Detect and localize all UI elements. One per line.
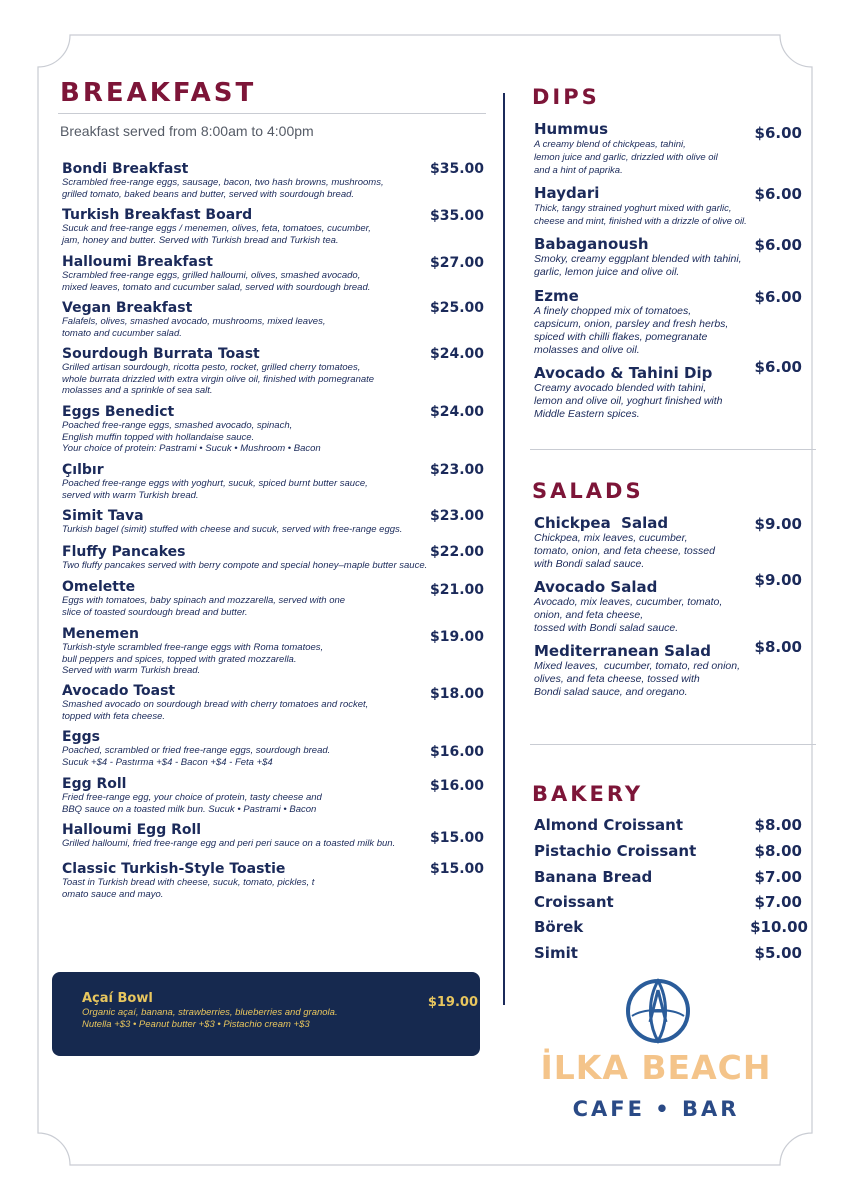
item-price: $21.00: [429, 582, 484, 598]
bakery-item-price: $10.00: [750, 918, 808, 936]
logo-tagline: CAFE • BAR: [572, 1097, 740, 1121]
item-name: Menemen: [62, 626, 139, 642]
menu-item-egg-roll: [62, 776, 322, 815]
dips-divider: [530, 449, 816, 450]
item-price: $6.00: [754, 236, 802, 254]
menu-item-sourdough-burrata-toast: [62, 346, 374, 397]
menu-item-avocado-toast: [62, 683, 368, 722]
bakery-item-price: $8.00: [754, 842, 802, 860]
item-price: $16.00: [429, 778, 484, 794]
item-name: Omelette: [62, 579, 136, 595]
menu-item-eggs-benedict: [62, 404, 321, 455]
item-description: Sucuk and free-range eggs / menemen, olives, feta, tomatoes, cucumber, jam, honey and butter. Served with Turkish bread and Turkish tea.: [62, 223, 371, 246]
item-price: $6.00: [754, 288, 802, 306]
acai-bowl-name: Açaí Bowl: [82, 991, 153, 1006]
item-description: Smoky, creamy eggplant blended with tahini, garlic, lemon juice and olive oil.: [534, 253, 742, 278]
menu-item-fluffy-pancakes: [62, 544, 427, 572]
item-name: Eggs Benedict: [62, 404, 175, 420]
item-price: $15.00: [429, 861, 484, 877]
item-description: Poached free-range eggs, smashed avocado, spinach, English muffin topped with hollandaise sauce. Your choice of protein: Pastrami • Sucuk • Mushroom • Bacon: [62, 420, 321, 454]
menu-item-haydari: [534, 185, 747, 228]
acai-bowl-price: $19.00: [427, 995, 478, 1010]
item-price: $25.00: [429, 300, 484, 316]
breakfast-subtitle: Breakfast served from 8:00am to 4:00pm: [60, 123, 314, 139]
item-price: $24.00: [429, 346, 484, 362]
item-description: Poached, scrambled or fried free-range eggs, sourdough bread. Sucuk +$4 - Pastırma +$4 - Bacon +$4 - Feta +$4: [62, 745, 331, 768]
item-name: Chickpea Salad: [534, 514, 669, 532]
menu-item-chickpea-salad: [534, 515, 715, 571]
menu-item-hummus: [534, 121, 718, 177]
bakery-item-price: $5.00: [754, 944, 802, 962]
item-price: $18.00: [429, 686, 484, 702]
item-price: $19.00: [429, 629, 484, 645]
bakery-item-price: $7.00: [754, 893, 802, 911]
item-name: Avocado Salad: [534, 578, 658, 596]
bakery-item-name: Banana Bread: [534, 868, 653, 886]
breakfast-title: BREAKFAST: [60, 78, 257, 108]
item-description: Grilled halloumi, fried free-range egg and peri peri sauce on a toasted milk bun.: [62, 838, 396, 849]
item-price: $22.00: [429, 544, 484, 560]
menu-item-omelette: [62, 579, 345, 618]
item-description: Thick, tangy strained yoghurt mixed with garlic, cheese and mint, finished with a drizzle of olive oil.: [534, 203, 747, 227]
item-price: $8.00: [754, 638, 802, 656]
logo-wordmark: İLKA BEACH: [540, 1048, 772, 1087]
item-description: Scrambled free-range eggs, sausage, bacon, two hash browns, mushrooms, grilled tomato, baked beans and butter, served with sourdough bread.: [62, 177, 384, 200]
item-description: A finely chopped mix of tomatoes, capsicum, onion, parsley and fresh herbs, spiced with chilli flakes, pomegranate molasses and olive oil.: [534, 305, 729, 356]
item-name: Eggs: [62, 729, 100, 745]
bakery-item-name: Pistachio Croissant: [534, 842, 697, 860]
item-name: Mediterranean Salad: [534, 642, 712, 660]
bakery-item-name: Almond Croissant: [534, 816, 684, 834]
item-price: $6.00: [754, 358, 802, 376]
menu-item-mediterranean-salad: [534, 643, 740, 699]
menu-item-ezme: [534, 288, 728, 357]
item-price: $23.00: [429, 462, 484, 478]
item-name: Egg Roll: [62, 776, 127, 792]
menu-item-vegan-breakfast: [62, 300, 325, 339]
item-description: Grilled artisan sourdough, ricotta pesto, rocket, grilled cherry tomatoes, whole burrata drizzled with extra virgin olive oil, finished with pomegranate molasses and a sprinkle of sea salt.: [62, 362, 375, 396]
item-name: Bondi Breakfast: [62, 161, 189, 177]
item-description: Two fluffy pancakes served with berry compote and special honey–maple butter sauce.: [62, 560, 428, 571]
acai-bowl-description: Organic açaí, banana, strawberries, blueberries and granola. Nutella +$3 • Peanut butter +$3 • Pistachio cream +$3: [82, 1007, 338, 1030]
item-description: Fried free-range egg, your choice of protein, tasty cheese and BBQ sauce on a toasted milk bun. Sucuk • Pastrami • Bacon: [62, 792, 322, 815]
bakery-item-name: Börek: [534, 918, 584, 936]
item-name: Avocado & Tahini Dip: [534, 364, 713, 382]
item-price: $9.00: [754, 571, 802, 589]
item-name: Vegan Breakfast: [62, 300, 193, 316]
item-price: $6.00: [754, 185, 802, 203]
item-description: Scrambled free-range eggs, grilled halloumi, olives, smashed avocado, mixed leaves, tomato and cucumber salad, served with sourdough bread.: [62, 270, 371, 293]
salads-divider: [530, 744, 816, 745]
item-description: Avocado, mix leaves, cucumber, tomato, onion, and feta cheese, tossed with Bondi salad sauce.: [534, 596, 723, 634]
bakery-item-price: $8.00: [754, 816, 802, 834]
item-description: Eggs with tomatoes, baby spinach and mozzarella, served with one slice of toasted sourdough bread and butter.: [62, 595, 346, 618]
item-name: Avocado Toast: [62, 683, 176, 699]
menu-item-cilbir: [62, 462, 368, 501]
bakery-item-name: Simit: [534, 944, 578, 962]
item-price: $6.00: [754, 124, 802, 142]
surfboard-logo-icon: [626, 978, 690, 1044]
bakery-item-price: $7.00: [754, 868, 802, 886]
item-name: Hummus: [534, 120, 609, 138]
item-name: Turkish Breakfast Board: [62, 207, 253, 223]
menu-item-turkish-breakfast-board: [62, 207, 371, 246]
menu-item-simit-tava: [62, 508, 402, 536]
item-price: $35.00: [429, 208, 484, 224]
item-description: Chickpea, mix leaves, cucumber, tomato, onion, and feta cheese, tossed with Bondi salad sauce.: [534, 532, 715, 570]
item-price: $35.00: [429, 161, 484, 177]
item-name: Fluffy Pancakes: [62, 544, 186, 560]
menu-item-classic-turkish-style-toastie: [62, 861, 314, 900]
breakfast-divider: [58, 113, 486, 114]
item-description: Toast in Turkish bread with cheese, sucuk, tomato, pickles, t omato sauce and mayo.: [62, 877, 315, 900]
menu-item-menemen: [62, 626, 323, 677]
item-name: Simit Tava: [62, 508, 144, 524]
menu-item-eggs: [62, 729, 330, 768]
salads-title: SALADS: [532, 479, 644, 503]
bakery-title: BAKERY: [532, 782, 644, 806]
item-description: Poached free-range eggs with yoghurt, sucuk, spiced burnt butter sauce, served with warm Turkish bread.: [62, 478, 368, 501]
item-name: Classic Turkish-Style Toastie: [62, 861, 286, 877]
item-name: Halloumi Egg Roll: [62, 822, 202, 838]
item-price: $23.00: [429, 508, 484, 524]
item-description: Turkish-style scrambled free-range eggs with Roma tomatoes, bull peppers and spices, topped with grated mozzarella. Served with warm Turkish bread.: [62, 642, 324, 676]
bakery-item-name: Croissant: [534, 893, 614, 911]
item-name: Babaganoush: [534, 235, 649, 253]
item-description: Falafels, olives, smashed avocado, mushrooms, mixed leaves, tomato and cucumber salad.: [62, 316, 326, 339]
menu-item-bondi-breakfast: [62, 161, 384, 200]
dips-title: DIPS: [532, 85, 600, 109]
menu-item-avocado-tahini-dip: [534, 365, 723, 421]
menu-item-halloumi-egg-roll: [62, 822, 395, 850]
column-separator: [503, 93, 505, 1005]
item-name: Ezme: [534, 287, 579, 305]
item-description: Turkish bagel (simit) stuffed with cheese and sucuk, served with free-range eggs.: [62, 524, 403, 535]
item-name: Çılbır: [62, 462, 104, 478]
item-description: Mixed leaves, cucumber, tomato, red onion, olives, and feta cheese, tossed with Bondi salad sauce, and oregano.: [534, 660, 741, 698]
item-description: Smashed avocado on sourdough bread with cherry tomatoes and rocket, topped with feta cheese.: [62, 699, 369, 722]
item-name: Halloumi Breakfast: [62, 254, 213, 270]
menu-item-halloumi-breakfast: [62, 254, 370, 293]
menu-item-babaganoush: [534, 236, 742, 279]
item-price: $16.00: [429, 744, 484, 760]
item-name: Sourdough Burrata Toast: [62, 346, 260, 362]
menu-item-avocado-salad: [534, 579, 722, 635]
item-description: A creamy blend of chickpeas, tahini, lemon juice and garlic, drizzled with olive oil and a hint of paprika.: [534, 139, 718, 176]
item-description: Creamy avocado blended with tahini, lemon and olive oil, yoghurt finished with Middle Eastern spices.: [534, 382, 723, 420]
item-price: $24.00: [429, 404, 484, 420]
item-name: Haydari: [534, 184, 600, 202]
item-price: $9.00: [754, 515, 802, 533]
item-price: $27.00: [429, 255, 484, 271]
item-price: $15.00: [429, 830, 484, 846]
